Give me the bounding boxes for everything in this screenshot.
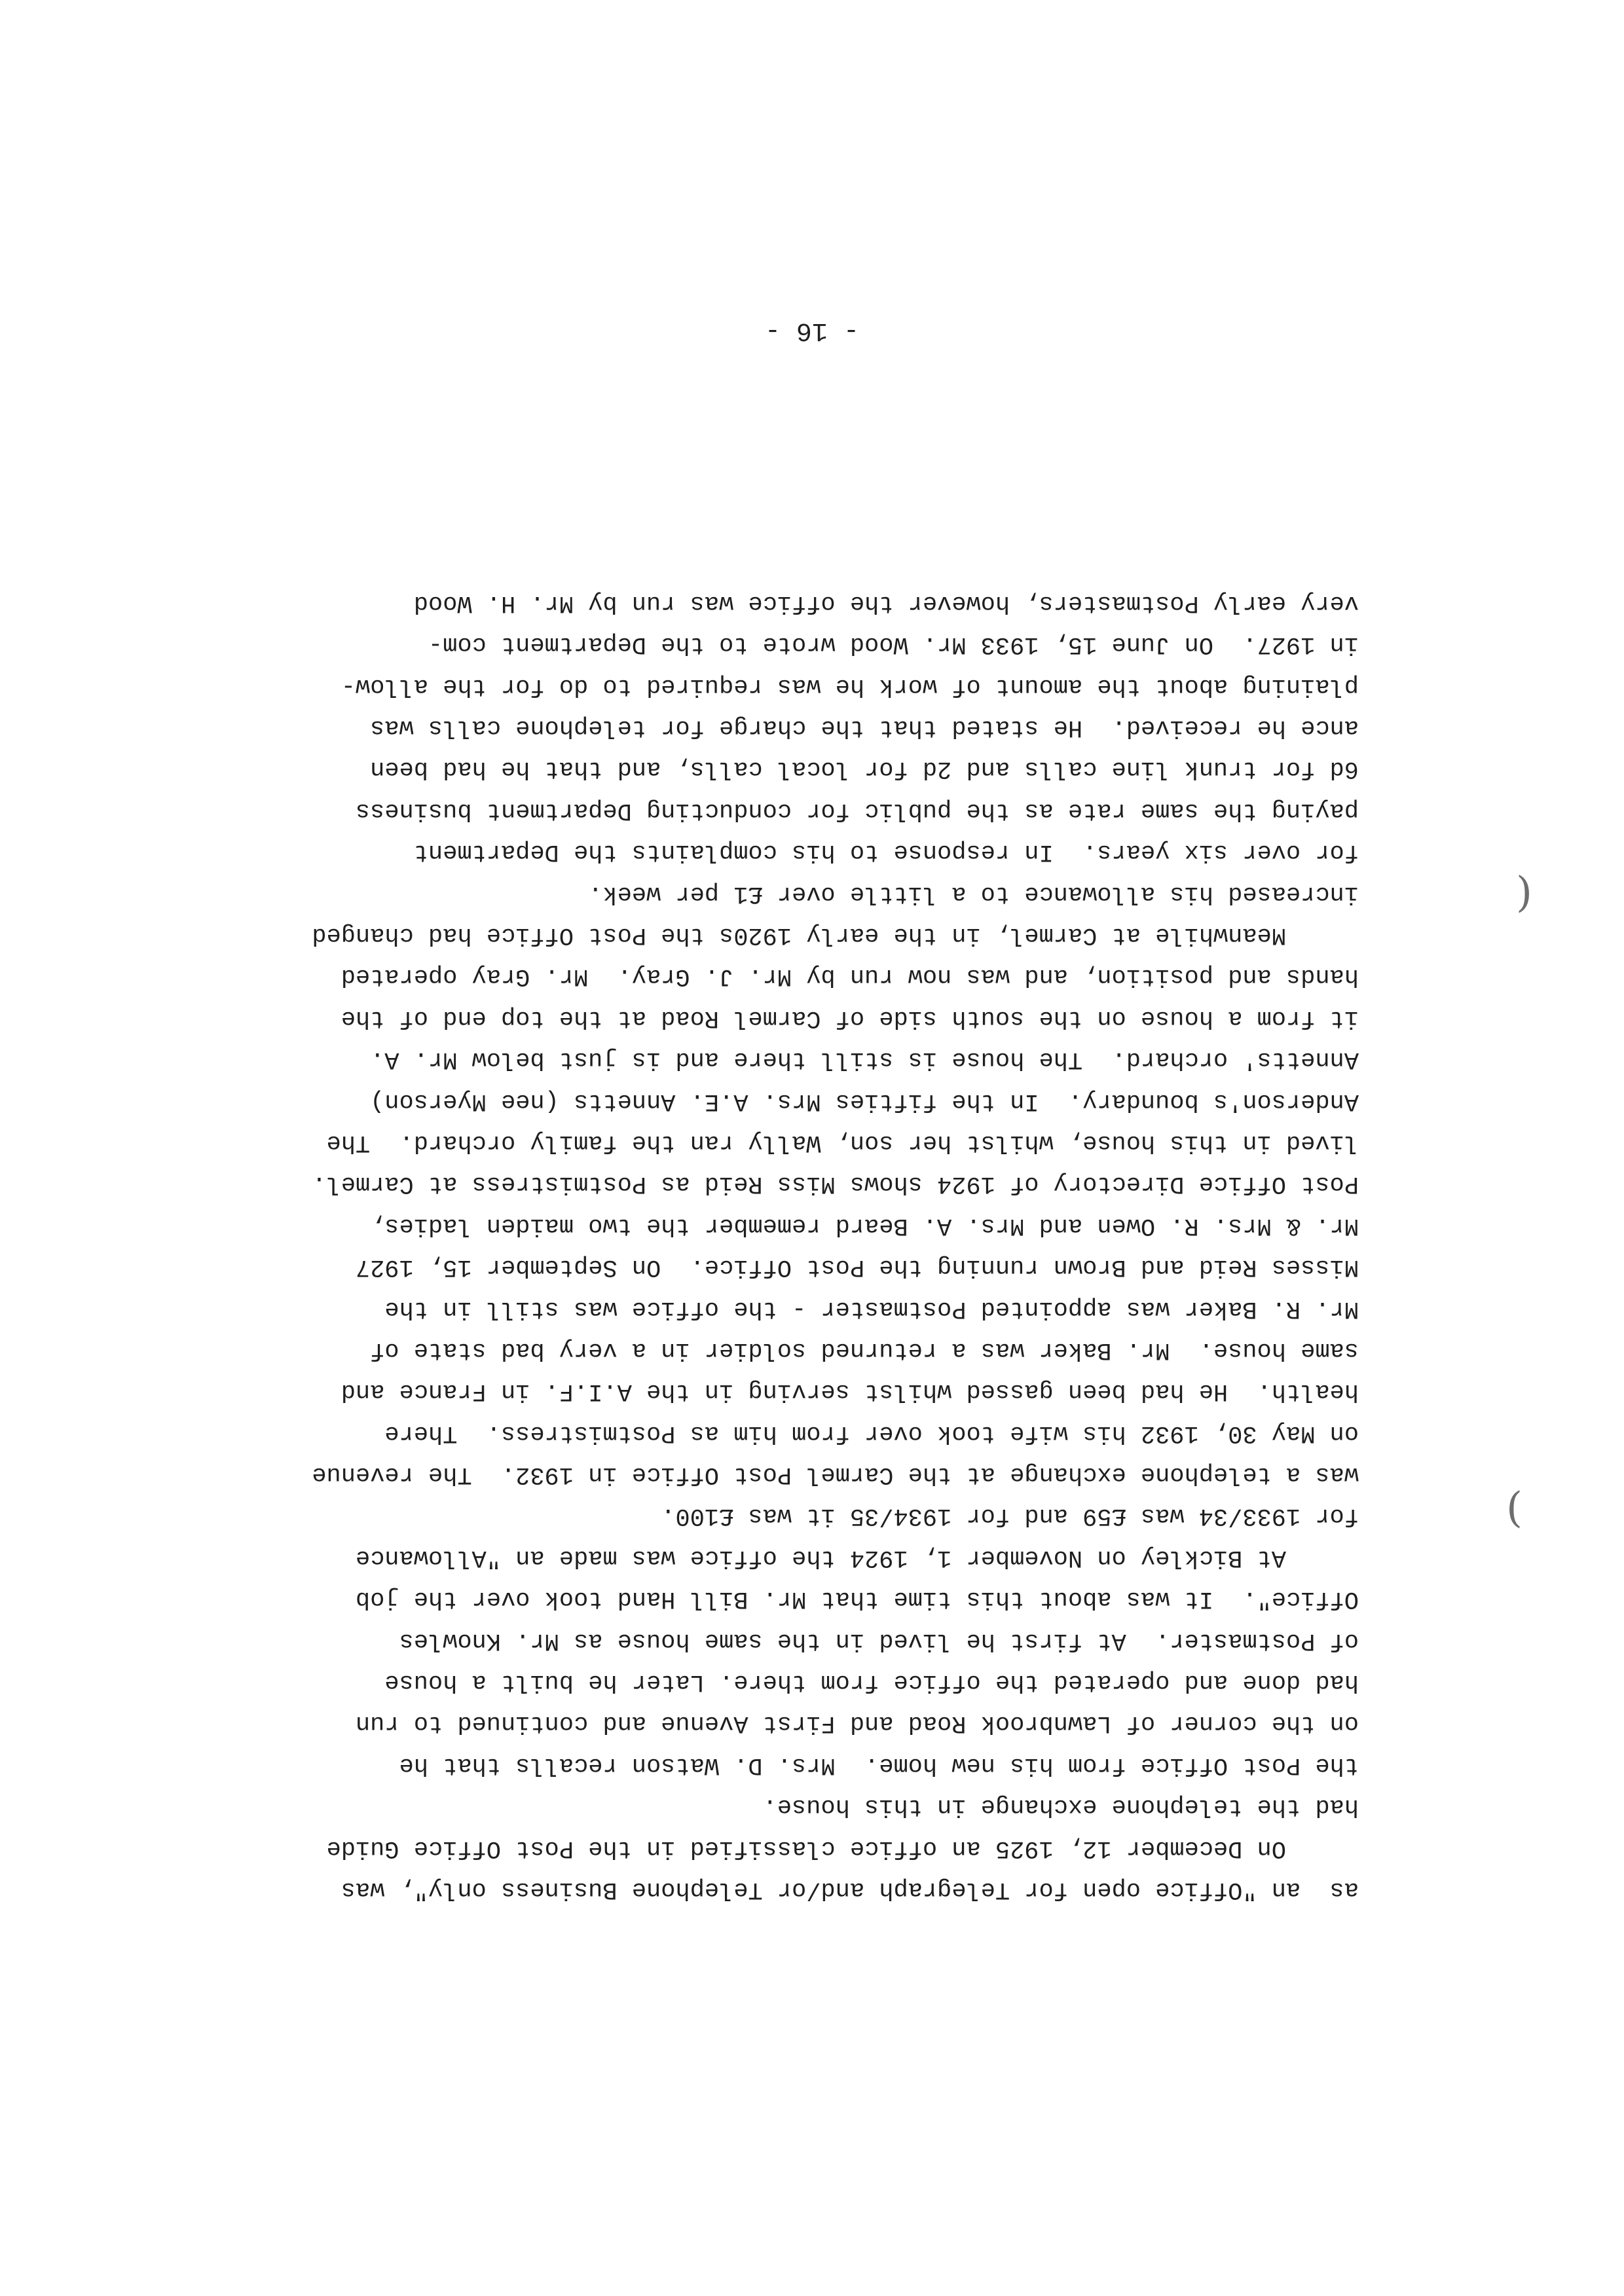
typed-text-body bbox=[200, 582, 1359, 1910]
text-line: On December 12, 1925 an office classified in the Post Office Guide bbox=[326, 1834, 1359, 1862]
text-line: ance he received. He stated that the charge for telephone calls was bbox=[370, 714, 1359, 742]
text-line: Post Office Directory of 1924 shows Miss Reid as Postmistress at Carmel. bbox=[312, 1170, 1359, 1198]
text-line: paying the same rate as the public for conducting Department business bbox=[355, 796, 1359, 824]
text-line: Anderson's boundary. In the fifties Mrs. A.E. Annetts (nee Myerson) bbox=[370, 1087, 1359, 1115]
text-line: Meanwhile at Carmel, in the early 1920s the Post Office had changed bbox=[312, 921, 1359, 949]
text-line: on May 30, 1932 his wife took over from him as Postmistress. There bbox=[384, 1419, 1359, 1447]
text-line: on the corner of Lawnbrook Road and First Avenue and continued to run bbox=[355, 1709, 1359, 1738]
text-line: of Postmaster. At first he lived in the same house as Mr. Knowles bbox=[399, 1626, 1359, 1654]
text-line: Annetts' orchard. The house is still there and is just below Mr. A. bbox=[370, 1046, 1359, 1074]
text-line: same house. Mr. Baker was a returned soldier in a very bad state of bbox=[370, 1336, 1359, 1364]
text-line: increased his allowance to a little over £1 per week. bbox=[588, 879, 1359, 907]
text-line: lived in this house, whilst her son, Wally ran the family orchard. The bbox=[326, 1128, 1359, 1156]
text-line: 6d for trunk line calls and 2d for local calls, and that he had been bbox=[370, 755, 1359, 783]
text-line: the Post Office from his new home. Mrs. D. Watson recalls that he bbox=[399, 1751, 1359, 1779]
text-line: it from a house on the south side of Carmel Road at the top end of the bbox=[341, 1004, 1359, 1032]
text-line: Mr. R. Baker was appointed Postmaster - the office was still in the bbox=[384, 1294, 1359, 1322]
text-line: plaining about the amount of work he was required to do for the allow- bbox=[341, 672, 1359, 700]
text-line: in 1927. On June 15, 1933 Mr. Wood wrote to the Department com- bbox=[428, 630, 1359, 659]
text-line: had the telephone exchange in this house. bbox=[762, 1793, 1359, 1821]
text-line: At Bickley on November 1, 1924 the office was made an "Allowance bbox=[355, 1543, 1359, 1571]
text-line: for 1933/34 was £59 and for 1934/35 it was £100. bbox=[661, 1502, 1359, 1530]
text-line: health. He had been gassed whilst serving in the A.I.F. in France and bbox=[341, 1377, 1359, 1406]
text-line: Office". It was about this time that Mr. Bill Hand took over the job bbox=[355, 1585, 1359, 1613]
text-line: as an "Office open for Telegraph and/or Telephone Business only", was bbox=[341, 1876, 1359, 1903]
text-line: was a telephone exchange at the Carmel Post Office in 1932. The revenue bbox=[312, 1461, 1359, 1489]
text-line: had done and operated the office from there. Later he built a house bbox=[384, 1668, 1359, 1696]
page-number: - 16 - bbox=[764, 316, 860, 345]
text-line: hands and position, and was now run by Mr. J. Gray. Mr. Gray operated bbox=[341, 962, 1359, 991]
text-line: for over six years. In response to his complaints the Department bbox=[413, 838, 1359, 866]
text-line: very early Postmasters, however the office was run by Mr. H. Wood bbox=[413, 589, 1359, 617]
text-line: Misses Reid and Brown running the Post Office. On September 15, 1927 bbox=[355, 1253, 1359, 1281]
margin-bracket-mark: ) bbox=[1506, 1486, 1522, 1535]
text-line: Mr. & Mrs. R. Owen and Mrs. A. Beard remember the two maiden ladies, bbox=[370, 1211, 1359, 1239]
margin-bracket-mark: ( bbox=[1516, 871, 1532, 919]
